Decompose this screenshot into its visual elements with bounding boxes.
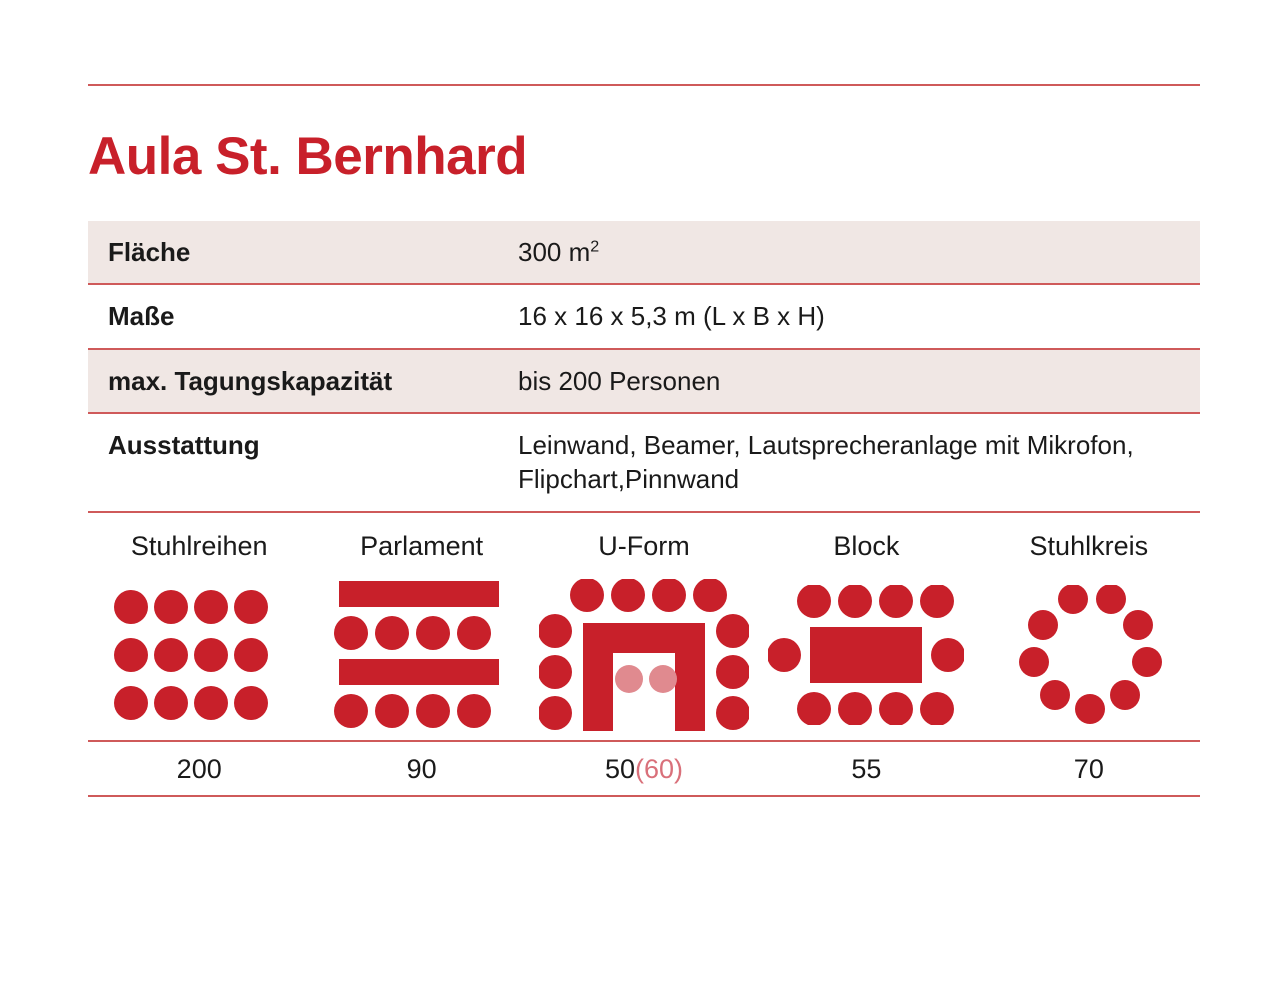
table-row [88,284,1200,348]
layout-label: U-Form [598,530,690,561]
table-bottom-divider [88,511,1200,513]
spec-value-text: bis 200 Personen [518,365,721,396]
capacity-value: 50 [604,753,636,784]
seating-layouts [88,531,1200,734]
spec-label: Maße [88,284,518,348]
layout-label: Stuhlkreis [1029,530,1149,561]
block-icon [768,576,964,734]
capacity-value: 55 [851,753,882,784]
spec-label: Ausstattung [88,413,518,511]
capacity-row [88,742,1200,795]
layout-label: Block [833,530,900,561]
specifications-table [88,221,1200,511]
layout-label: Parlament [360,530,484,561]
capacity-alt-value: (60) [635,753,684,784]
top-divider [88,84,1200,86]
capacity-stuhlreihen [88,742,310,795]
u-shape-icon [539,576,749,734]
capacity-value: 70 [1073,753,1104,784]
spec-value-text: 300 m [518,237,591,267]
bottom-divider [88,795,1200,797]
spec-value-text: 16 x 16 x 5,3 m (L x B x H) [518,301,825,332]
table-row [88,349,1200,413]
spec-value [518,349,1200,413]
capacity-value: 90 [406,753,437,784]
page-title: Aula St. Bernhard [88,127,528,186]
layout-block [755,531,977,734]
layout-stuhlkreis [978,531,1200,734]
layout-label: Stuhlreihen [130,530,268,561]
layout-u-form [533,531,755,734]
spec-value-text: Leinwand, Beamer, Lautsprecheranlage mit Mikrofon, Flipchart,Pinnwand [518,429,1134,495]
chair-circle-icon [1014,576,1164,734]
spec-value-superscript: 2 [590,237,600,256]
spec-value [518,221,1200,284]
layout-stuhlreihen [88,531,310,734]
table-row [88,413,1200,511]
capacity-parlament [310,742,532,795]
table-row [88,221,1200,284]
spec-label: Fläche [88,221,518,284]
chair-rows-icon [111,576,287,734]
capacity-u-form [533,742,755,795]
capacity-block [755,742,977,795]
layout-parlament [310,531,532,734]
parliament-icon [329,576,515,734]
capacity-value: 200 [176,753,222,784]
content-area [88,84,1200,797]
spec-value [518,284,1200,348]
capacity-stuhlkreis [978,742,1200,795]
spec-value [518,413,1200,511]
spec-label: max. Tagungskapazität [88,349,518,413]
